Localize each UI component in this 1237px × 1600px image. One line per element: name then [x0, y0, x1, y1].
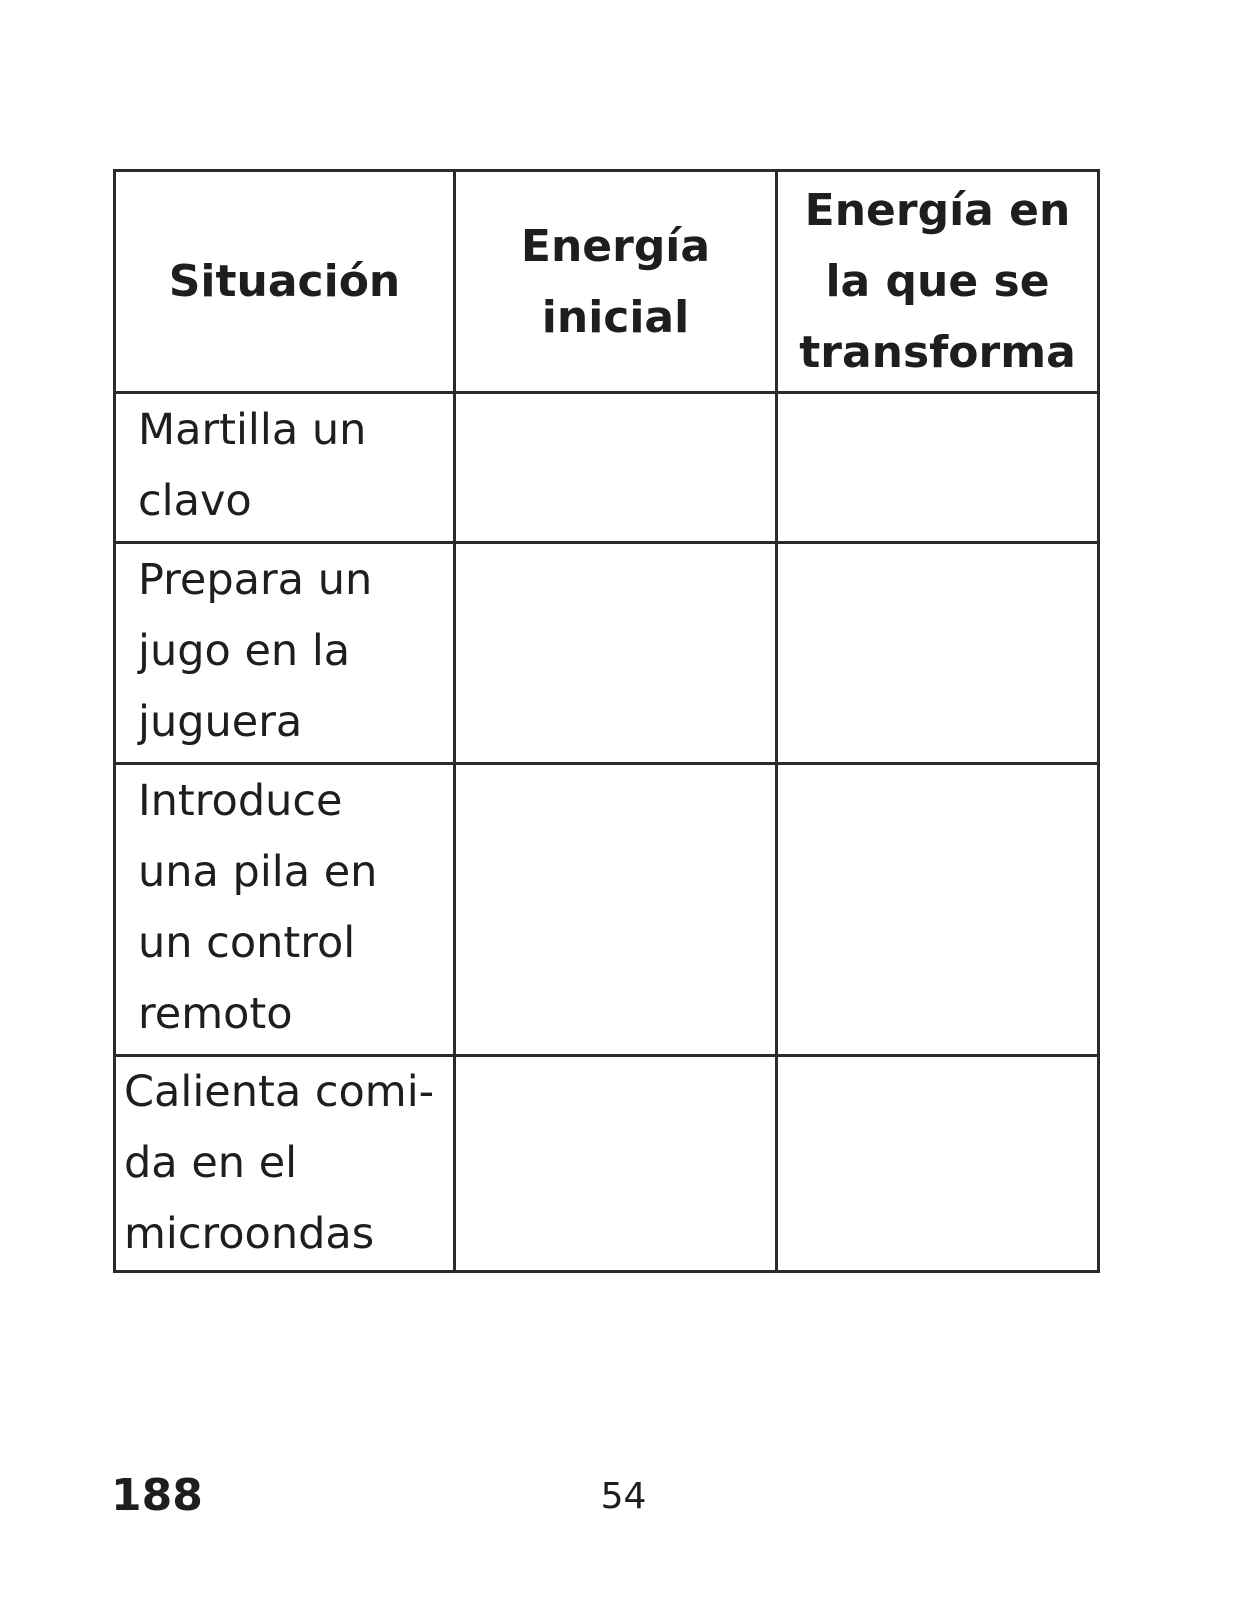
- initial-energy-answer-cell[interactable]: [455, 543, 777, 764]
- header-transformed-energy: Energía en la que se transforma: [777, 171, 1099, 393]
- header-initial-energy: Energía inicial: [455, 171, 777, 393]
- header-situation: Situación: [115, 171, 455, 393]
- initial-energy-answer-cell[interactable]: [455, 764, 777, 1056]
- situation-cell: Martilla un clavo: [115, 393, 455, 543]
- transformed-energy-answer-cell[interactable]: [777, 543, 1099, 764]
- table-row: [115, 764, 1099, 1056]
- transformed-energy-answer-cell[interactable]: [777, 393, 1099, 543]
- energy-worksheet-table: [113, 169, 1100, 1273]
- book-page-number: 188: [111, 1470, 203, 1521]
- table-header-row: [115, 171, 1099, 393]
- sheet-page-number: 54: [600, 1476, 647, 1517]
- initial-energy-answer-cell[interactable]: [455, 393, 777, 543]
- initial-energy-answer-cell[interactable]: [455, 1056, 777, 1272]
- table-row: [115, 543, 1099, 764]
- transformed-energy-answer-cell[interactable]: [777, 1056, 1099, 1272]
- table-row: [115, 1056, 1099, 1272]
- situation-cell: Introduce una pila en un control remoto: [115, 764, 455, 1056]
- table-row: [115, 393, 1099, 543]
- situation-cell: Calienta comi- da en el microondas: [115, 1056, 455, 1272]
- situation-cell: Prepara un jugo en la juguera: [115, 543, 455, 764]
- transformed-energy-answer-cell[interactable]: [777, 764, 1099, 1056]
